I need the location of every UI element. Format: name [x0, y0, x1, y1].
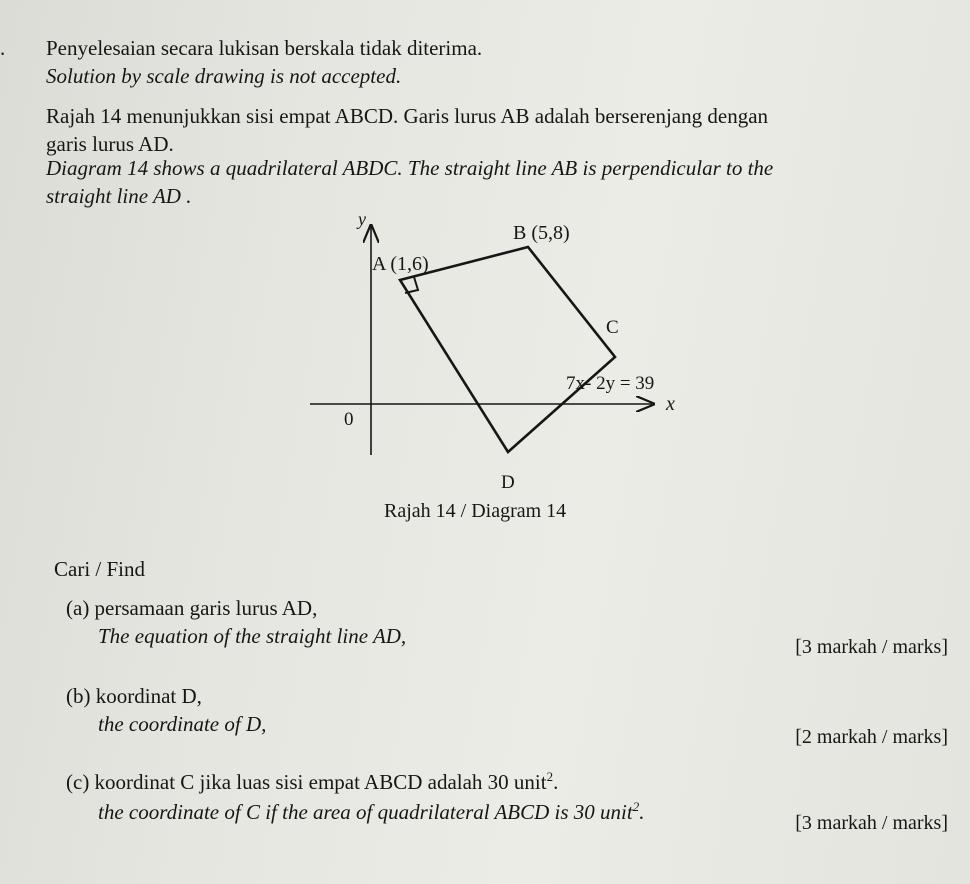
part-c-malay-end: . [553, 770, 559, 794]
part-c-malay [66, 770, 558, 794]
intro-english-line-2: straight line AD . [46, 184, 192, 208]
note-malay: Penyelesaian secara lukisan berskala tidak diterima. [46, 36, 483, 60]
part-c-english [98, 800, 644, 824]
intro-malay-line-1: Rajah 14 menunjukkan sisi empat ABCD. Garis lurus AB adalah berserenjang dengan [46, 104, 769, 128]
part-b-english: the coordinate of D, [98, 712, 267, 736]
part-a-english: The equation of the straight line AD, [98, 624, 407, 648]
part-c-english-text: the coordinate of C if the area of quadrilateral ABCD is 30 unit [98, 800, 633, 824]
diagram-caption: Rajah 14 / Diagram 14 [384, 500, 567, 522]
part-b-malay: (b) koordinat D, [66, 684, 202, 708]
intro-malay-line-2: garis lurus AD. [46, 132, 174, 156]
part-c-english-sup: 2 [632, 799, 640, 814]
quadrilateral-abcd [400, 247, 615, 452]
line-equation-label: 7x- 2y = 39 [566, 373, 655, 394]
part-b-marks: [2 markah / marks] [795, 726, 948, 748]
part-c-english-end: . [639, 800, 645, 824]
note-english: Solution by scale drawing is not accepted. [46, 64, 402, 88]
y-axis-label: y [358, 209, 366, 229]
part-c-malay-text: (c) koordinat C jika luas sisi empat ABCD adalah 30 unit [66, 770, 547, 794]
x-axis-label: x [666, 393, 675, 415]
part-a-marks: [3 markah / marks] [795, 636, 948, 658]
part-a-malay: (a) persamaan garis lurus AD, [66, 596, 318, 620]
diagram-14 [300, 205, 700, 495]
part-c-marks: [3 markah / marks] [795, 812, 948, 834]
point-c-label: C [606, 317, 619, 338]
origin-label: 0 [344, 409, 354, 430]
find-heading: Cari / Find [54, 557, 146, 581]
point-b-label: B (5,8) [513, 222, 570, 244]
question-number: . [0, 36, 6, 60]
point-a-label: A (1,6) [372, 253, 429, 275]
part-c-malay-sup: 2 [546, 769, 554, 784]
intro-english-line-1: Diagram 14 shows a quadrilateral ABDC. The straight line AB is perpendicular to the [46, 156, 774, 180]
point-d-label: D [501, 472, 515, 493]
